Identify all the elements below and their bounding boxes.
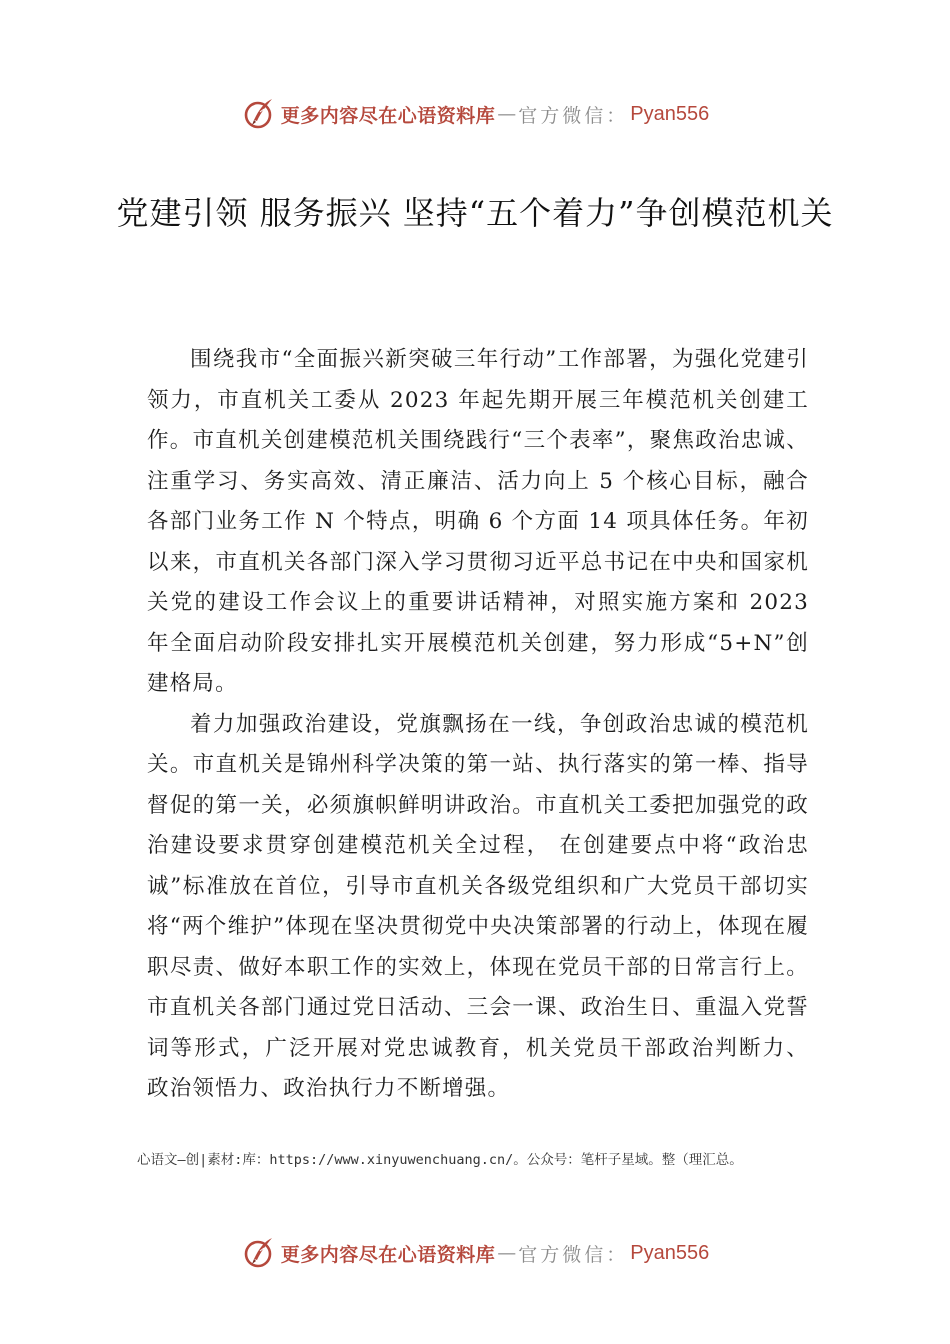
paragraph: 围绕我市“全面振兴新突破三年行动”工作部署，为强化党建引领力，市直机关工委从 2023 年起先期开展三年模范机关创建工作。市直机关创建模范机关围绕践行“三个表率”，聚焦政治忠诚、注重学习、务实高效、清正廉洁、活力向上 5 个核心目标，融合各部门业务工作 N 个特点，明确 6 个方面 14 项具体任务。年初以来，市直机关各部门深入学习贯彻习近平总书记在中央和国家机关党的建设工作会议上的重要讲话精神，对照实施方案和 2023 年全面启动阶段安排扎实开展模范机关创建，努力形成“5+N”创建格局。 bbox=[147, 347, 809, 696]
wechat-id: Pyan556 bbox=[630, 102, 710, 125]
footer-banner bbox=[0, 1231, 950, 1275]
library-text: 更多内容尽在心语资料库 bbox=[280, 1243, 496, 1266]
source-footnote: 心语文—创|素材:库：https://www.xinyuwenchuang.cn/。公众号：笔杆子星域。整（理汇总。 bbox=[137, 1152, 743, 1168]
banner-separator: — bbox=[497, 103, 517, 125]
document-title: 党建引领 服务振兴 坚持“五个着力”争创模范机关 bbox=[116, 194, 834, 232]
banner-separator: — bbox=[497, 1242, 517, 1264]
quill-pen-logo-icon bbox=[241, 96, 277, 132]
wechat-label: 官方微信： bbox=[518, 1243, 629, 1266]
wechat-label: 官方微信： bbox=[518, 104, 629, 127]
document-body bbox=[147, 340, 809, 1110]
header-banner bbox=[0, 92, 950, 136]
library-text: 更多内容尽在心语资料库 bbox=[280, 104, 496, 127]
wechat-id: Pyan556 bbox=[630, 1241, 710, 1264]
paragraph: 着力加强政治建设，党旗飘扬在一线，争创政治忠诚的模范机关。市直机关是锦州科学决策的第一站、执行落实的第一棒、指导督促的第一关，必须旗帜鲜明讲政治。市直机关工委把加强党的政治建设要求贯穿创建模范机关全过程， 在创建要点中将“政治忠诚”标准放在首位，引导市直机关各级党组织和广大党员干部切实将“两个维护”体现在坚决贯彻党中央决策部署的行动上，体现在履职尽责、做好本职工作的实效上，体现在党员干部的日常言行上。市直机关各部门通过党日活动、三会一课、政治生日、重温入党誓词等形式，广泛开展对党忠诚教育，机关党员干部政治判断力、 政治领悟力、政治执行力不断增强。 bbox=[147, 711, 809, 1101]
quill-pen-logo-icon bbox=[241, 1235, 277, 1271]
